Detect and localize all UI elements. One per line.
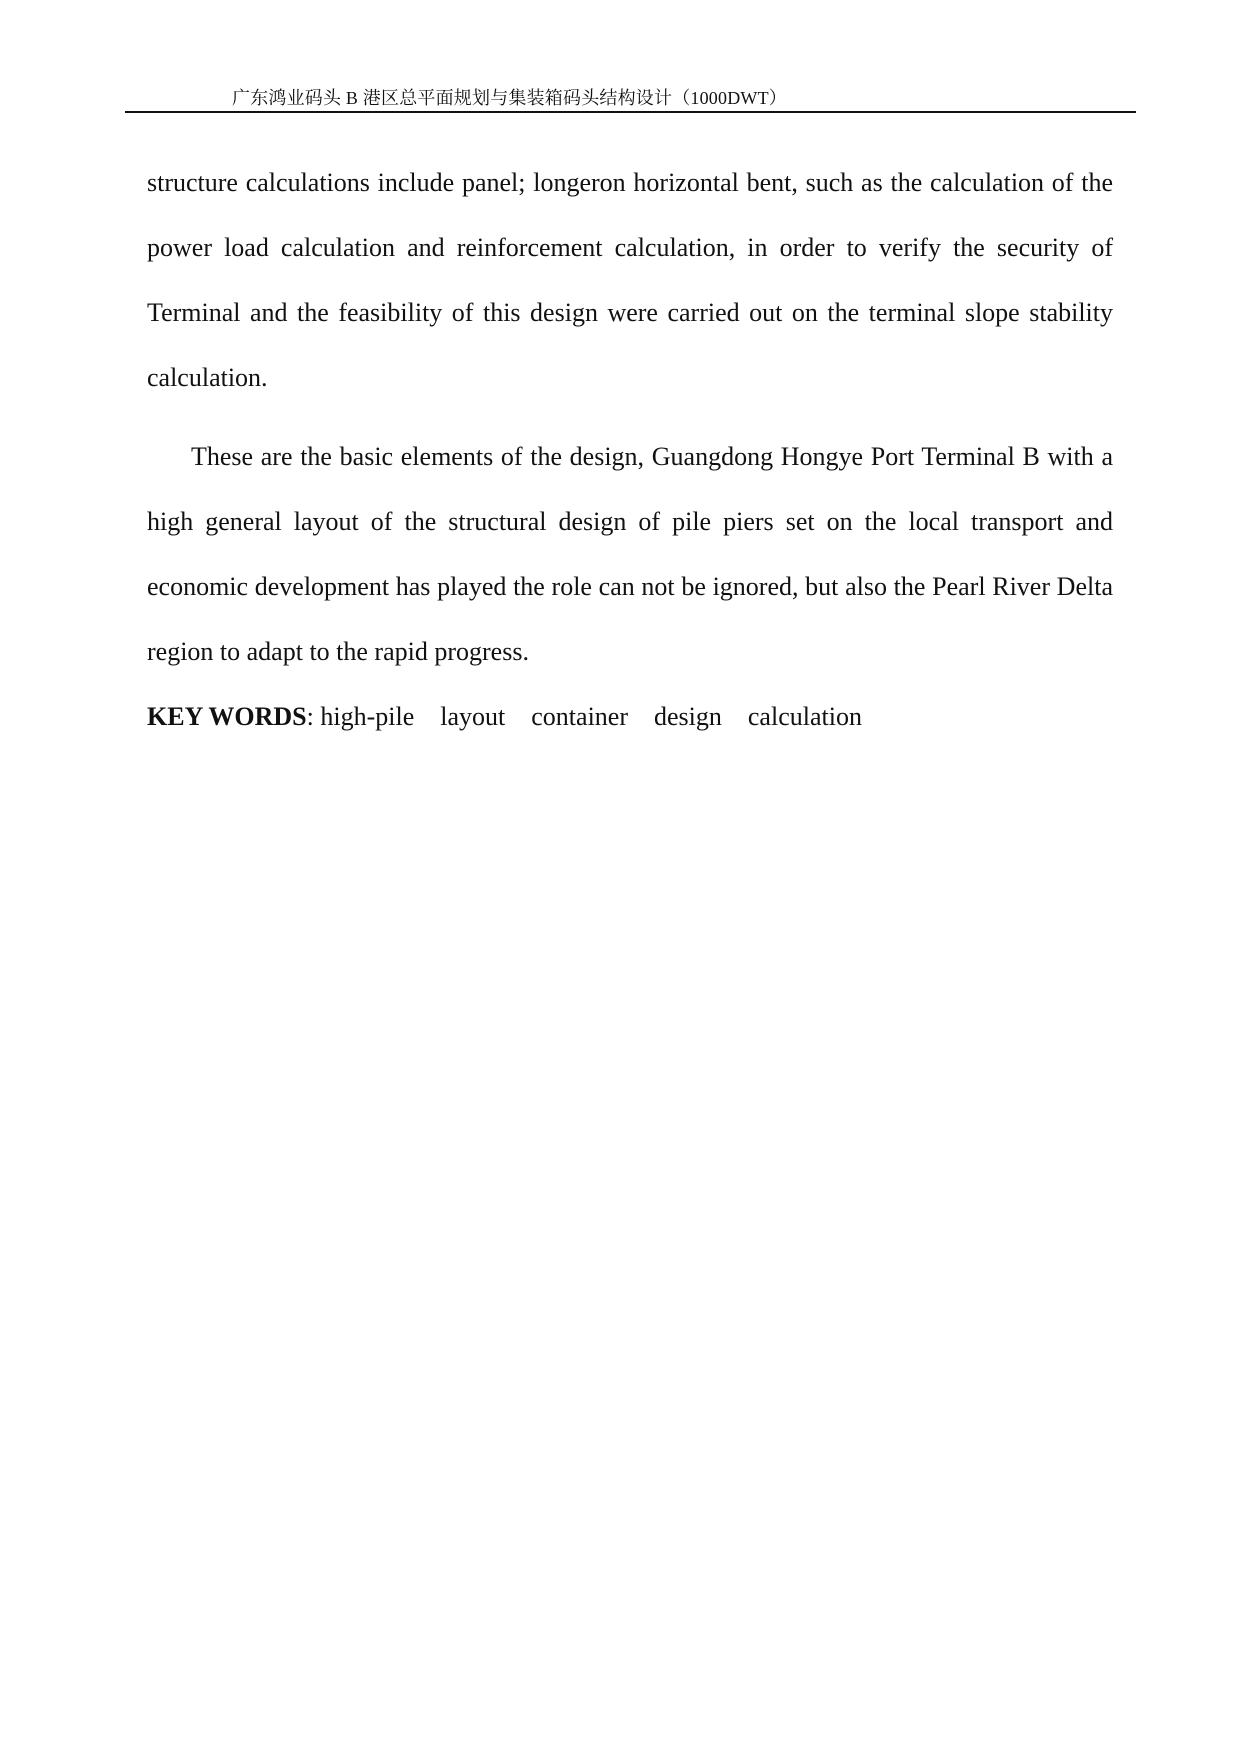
header-rule bbox=[125, 111, 1136, 113]
running-header: 广东鸿业码头 B 港区总平面规划与集装箱码头结构设计（1000DWT） bbox=[232, 88, 787, 108]
keyword: high-pile bbox=[320, 702, 415, 731]
abstract-paragraph-2: These are the basic elements of the design, Guangdong Hongye Port Terminal B with a high general layout of the structural design of pile piers set on the local transport and economic development has played the role can not be ignored, but also the Pearl River Delta region to adapt to the rapid progress. bbox=[147, 442, 1113, 666]
keywords-line bbox=[147, 684, 1113, 749]
keywords-separator: : bbox=[306, 702, 321, 731]
keyword: calculation bbox=[747, 702, 862, 731]
keyword: container bbox=[531, 702, 628, 731]
keywords-label: KEY WORDS bbox=[147, 702, 307, 731]
keyword: layout bbox=[440, 702, 506, 731]
abstract-paragraph-1: structure calculations include panel; longeron horizontal bent, such as the calculation of the power load calculation and reinforcement calculation, in order to verify the security of Terminal and the feasibility of this design were carried out on the terminal slope stability calculation. bbox=[147, 168, 1113, 392]
keyword: design bbox=[654, 702, 722, 731]
abstract-body bbox=[147, 150, 1113, 749]
